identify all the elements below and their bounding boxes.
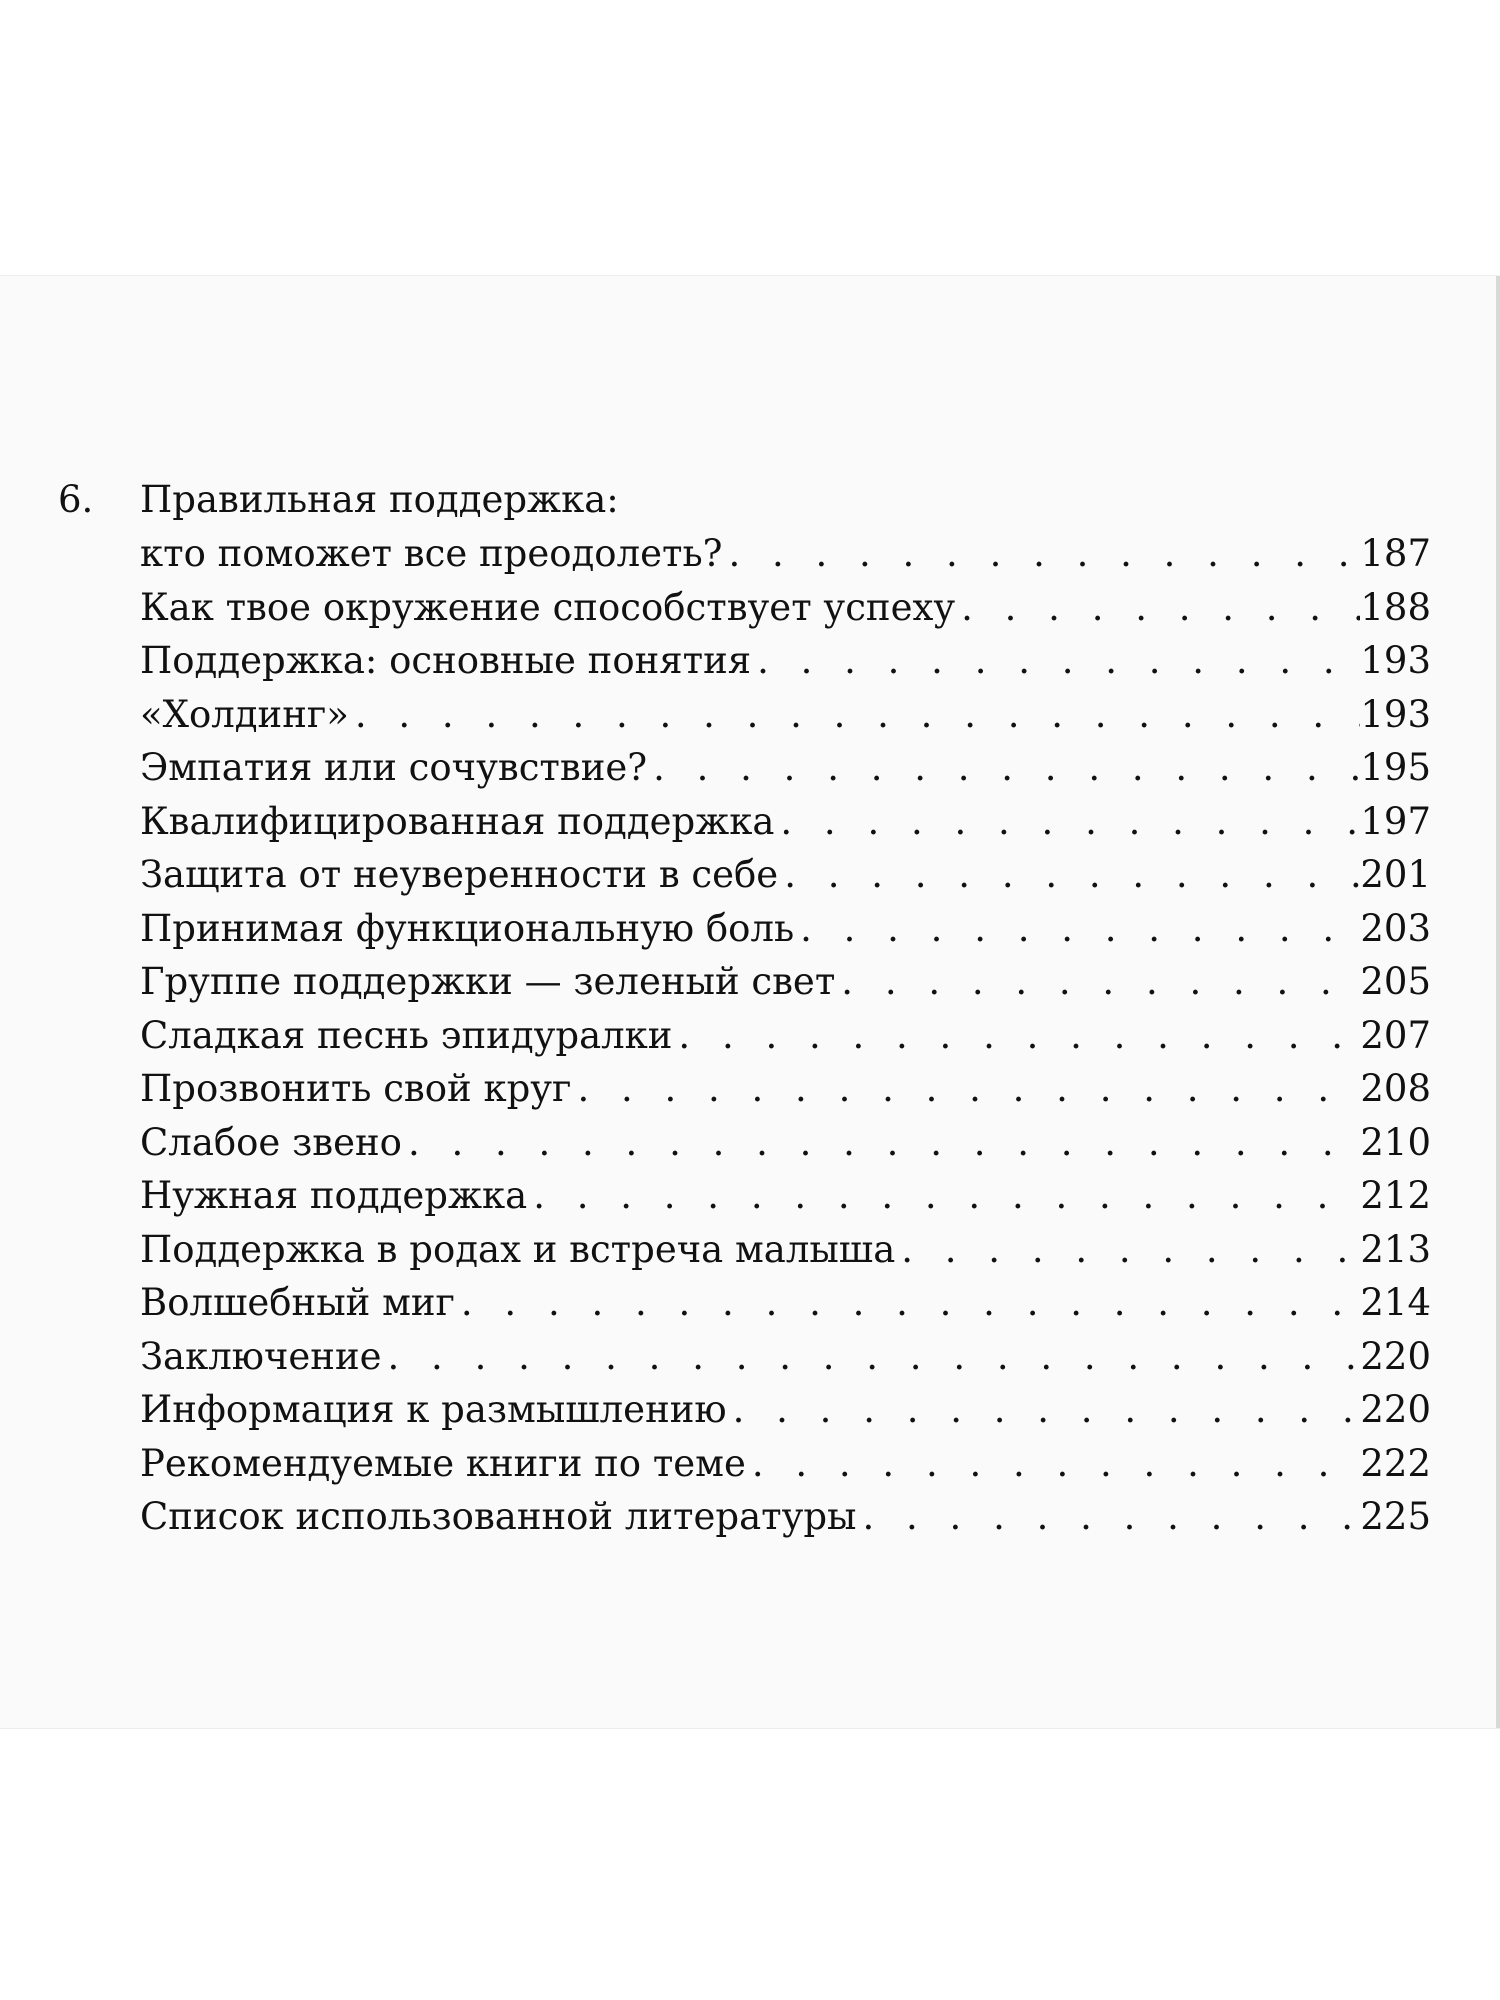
toc-entry-page: 197	[1360, 799, 1431, 843]
toc-entry	[58, 746, 1431, 800]
toc-entry-title: Как твое окружение способствует успеху	[140, 585, 956, 629]
toc-entry-title: Заключение	[140, 1334, 382, 1378]
toc-entry	[58, 907, 1431, 961]
toc-entry-page: 193	[1360, 692, 1431, 736]
dot-leader	[835, 960, 1360, 1003]
toc-entry-page: 205	[1360, 960, 1431, 1003]
toc-entry	[58, 586, 1431, 640]
dot-leader	[527, 1174, 1360, 1217]
toc-entry-page: 208	[1360, 1067, 1431, 1110]
toc-entry	[58, 1014, 1431, 1068]
dot-leader	[778, 853, 1360, 896]
toc-entry	[58, 1442, 1431, 1496]
chapter-title-line-1: Правильная поддержка:	[140, 478, 619, 521]
toc-entry-page: 214	[1360, 1281, 1431, 1324]
table-of-contents	[58, 478, 1431, 1549]
dot-leader	[895, 1228, 1360, 1271]
toc-entry-title: Информация к размышлению	[140, 1388, 727, 1431]
toc-entry-title: Поддержка: основные понятия	[140, 639, 752, 682]
dot-leader	[455, 1281, 1360, 1324]
dot-leader	[955, 586, 1360, 629]
toc-entry	[58, 1121, 1431, 1175]
dot-leader	[402, 1121, 1360, 1164]
dot-leader	[727, 1388, 1361, 1431]
toc-entry	[58, 1335, 1431, 1389]
toc-entry	[58, 1495, 1431, 1549]
toc-entry	[58, 639, 1431, 693]
toc-entry-page: 188	[1360, 585, 1431, 629]
toc-entry-page: 207	[1360, 1013, 1431, 1057]
toc-entry-title: Эмпатия или сочувствие?	[140, 746, 648, 789]
toc-entry	[58, 693, 1431, 747]
dot-leader	[746, 1442, 1361, 1485]
dot-leader	[722, 532, 1360, 575]
dot-leader	[774, 800, 1360, 843]
toc-entry	[58, 1281, 1431, 1335]
toc-entry	[58, 1388, 1431, 1442]
dot-leader	[751, 639, 1360, 682]
toc-entry-page: 212	[1360, 1174, 1431, 1217]
toc-entry-title: Принимая функциональную боль	[140, 906, 795, 950]
chapter-title-row	[58, 532, 1431, 586]
toc-entry	[58, 800, 1431, 854]
toc-entry	[58, 1174, 1431, 1228]
toc-entry	[58, 853, 1431, 907]
chapter-page-number: 187	[1360, 532, 1431, 575]
dot-leader	[857, 1495, 1361, 1538]
dot-leader	[794, 907, 1360, 950]
toc-entry-page: 225	[1360, 1495, 1431, 1538]
dot-leader	[571, 1067, 1360, 1110]
toc-entry-page: 220	[1360, 1388, 1431, 1431]
toc-entry-title: Поддержка в родах и встреча малыша	[140, 1227, 896, 1271]
chapter-number: 6.	[58, 478, 94, 521]
chapter-title-line-2: кто поможет все преодолеть?	[140, 532, 723, 575]
toc-entry	[58, 960, 1431, 1014]
toc-entry-title: Рекомендуемые книги по теме	[140, 1441, 746, 1485]
toc-entry-title: Прозвонить свой круг	[140, 1067, 572, 1110]
toc-entry-title: Защита от неуверенности в себе	[140, 853, 779, 896]
toc-entry-page: 195	[1360, 746, 1431, 789]
toc-entry-title: Волшебный миг	[140, 1281, 455, 1324]
toc-entry-page: 193	[1360, 639, 1431, 682]
toc-entry-title: Сладкая песнь эпидуралки	[140, 1013, 673, 1057]
toc-entry-page: 220	[1360, 1334, 1431, 1378]
toc-entry-title: Квалифицированная поддержка	[140, 799, 775, 843]
dot-leader	[647, 746, 1360, 789]
toc-entry-title: «Холдинг»	[140, 692, 349, 736]
toc-entry-page: 210	[1360, 1120, 1431, 1164]
toc-entry-title: Группе поддержки — зеленый свет	[140, 960, 836, 1003]
toc-entry-page: 201	[1360, 853, 1431, 896]
toc-entry-page: 222	[1360, 1441, 1431, 1485]
chapter-heading	[58, 478, 1431, 532]
dot-leader	[672, 1014, 1360, 1057]
toc-entry-title: Список использованной литературы	[140, 1495, 857, 1538]
toc-entry-title: Слабое звено	[140, 1120, 402, 1164]
dot-leader	[349, 693, 1360, 736]
toc-entry	[58, 1067, 1431, 1121]
toc-entry-page: 203	[1360, 906, 1431, 950]
dot-leader	[382, 1335, 1361, 1378]
toc-entry-page: 213	[1360, 1227, 1431, 1271]
toc-entry-title: Нужная поддержка	[140, 1174, 528, 1217]
toc-entry	[58, 1228, 1431, 1282]
